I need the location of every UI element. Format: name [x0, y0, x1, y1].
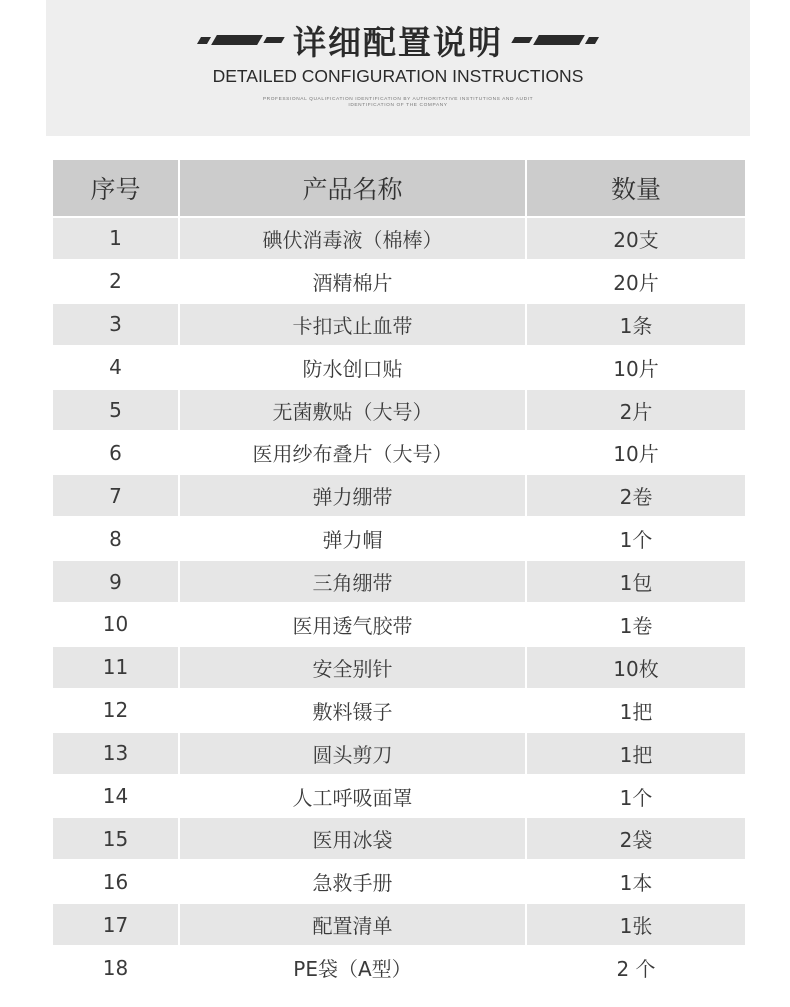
- table-row: [53, 347, 745, 388]
- page-title: 详细配置说明: [293, 22, 503, 62]
- cell-quantity: 2袋: [527, 818, 745, 859]
- cell-product-name: PE袋（A型）: [180, 947, 525, 988]
- column-header-number: 序号: [53, 160, 178, 216]
- cell-quantity: 10片: [527, 432, 745, 473]
- title-row: [46, 16, 750, 64]
- right-decoration-icon: [513, 35, 597, 45]
- cell-number: 9: [53, 561, 178, 602]
- cell-number: 13: [53, 733, 178, 774]
- cell-product-name: 医用透气胶带: [180, 604, 525, 645]
- table-row: [53, 604, 745, 645]
- cell-quantity: 2片: [527, 390, 745, 431]
- cell-number: 5: [53, 390, 178, 431]
- table-header-row: [53, 160, 745, 216]
- table-row: [53, 690, 745, 731]
- cell-product-name: 三角绷带: [180, 561, 525, 602]
- cell-number: 1: [53, 218, 178, 259]
- cell-product-name: 急救手册: [180, 861, 525, 902]
- cell-quantity: 1包: [527, 561, 745, 602]
- cell-product-name: 医用纱布叠片（大号）: [180, 432, 525, 473]
- table-row: [53, 390, 745, 431]
- page-subtitle: DETAILED CONFIGURATION INSTRUCTIONS: [212, 66, 584, 86]
- table-row: [53, 518, 745, 559]
- cell-quantity: 2 个: [527, 947, 745, 988]
- cell-number: 16: [53, 861, 178, 902]
- cell-quantity: 1把: [527, 733, 745, 774]
- cell-quantity: 10片: [527, 347, 745, 388]
- cell-number: 2: [53, 261, 178, 302]
- cell-quantity: 1条: [527, 304, 745, 345]
- table-row: [53, 776, 745, 817]
- cell-product-name: 防水创口贴: [180, 347, 525, 388]
- table-row: [53, 861, 745, 902]
- table-row: [53, 733, 745, 774]
- cell-product-name: 圆头剪刀: [180, 733, 525, 774]
- table-row: [53, 432, 745, 473]
- table-row: [53, 904, 745, 945]
- cell-product-name: 医用冰袋: [180, 818, 525, 859]
- cell-number: 18: [53, 947, 178, 988]
- cell-quantity: 1卷: [527, 604, 745, 645]
- fine-print: [46, 97, 750, 109]
- cell-product-name: 配置清单: [180, 904, 525, 945]
- cell-product-name: 无菌敷贴（大号）: [180, 390, 525, 431]
- cell-product-name: 碘伏消毒液（棉棒）: [180, 218, 525, 259]
- cell-quantity: 2卷: [527, 475, 745, 516]
- cell-quantity: 1把: [527, 690, 745, 731]
- configuration-table: [51, 158, 747, 990]
- table-row: [53, 947, 745, 988]
- table-row: [53, 647, 745, 688]
- cell-number: 7: [53, 475, 178, 516]
- table-row: [53, 304, 745, 345]
- cell-product-name: 人工呼吸面罩: [180, 776, 525, 817]
- fine-print-line-1: PROFESSIONAL QUALIFICATION IDENTIFICATION BY AUTHORITATIVE INSTITUTIONS AND AUDIT: [262, 97, 534, 102]
- cell-product-name: 弹力绷带: [180, 475, 525, 516]
- column-header-quantity: 数量: [527, 160, 745, 216]
- cell-quantity: 1张: [527, 904, 745, 945]
- cell-product-name: 酒精棉片: [180, 261, 525, 302]
- cell-product-name: 敷料镊子: [180, 690, 525, 731]
- table-row: [53, 218, 745, 259]
- left-decoration-icon: [199, 35, 283, 45]
- header-banner: [46, 0, 750, 136]
- cell-quantity: 1本: [527, 861, 745, 902]
- table-row: [53, 261, 745, 302]
- cell-quantity: 1个: [527, 518, 745, 559]
- cell-number: 10: [53, 604, 178, 645]
- cell-product-name: 安全别针: [180, 647, 525, 688]
- cell-quantity: 20片: [527, 261, 745, 302]
- cell-product-name: 卡扣式止血带: [180, 304, 525, 345]
- cell-number: 17: [53, 904, 178, 945]
- cell-quantity: 10枚: [527, 647, 745, 688]
- cell-number: 3: [53, 304, 178, 345]
- cell-number: 11: [53, 647, 178, 688]
- cell-number: 8: [53, 518, 178, 559]
- cell-number: 12: [53, 690, 178, 731]
- cell-number: 14: [53, 776, 178, 817]
- cell-quantity: 20支: [527, 218, 745, 259]
- cell-product-name: 弹力帽: [180, 518, 525, 559]
- cell-number: 4: [53, 347, 178, 388]
- column-header-product-name: 产品名称: [180, 160, 525, 216]
- table-row: [53, 818, 745, 859]
- fine-print-line-2: IDENTIFICATION OF THE COMPANY: [348, 103, 448, 108]
- table-row: [53, 561, 745, 602]
- cell-number: 15: [53, 818, 178, 859]
- cell-quantity: 1个: [527, 776, 745, 817]
- cell-number: 6: [53, 432, 178, 473]
- table-row: [53, 475, 745, 516]
